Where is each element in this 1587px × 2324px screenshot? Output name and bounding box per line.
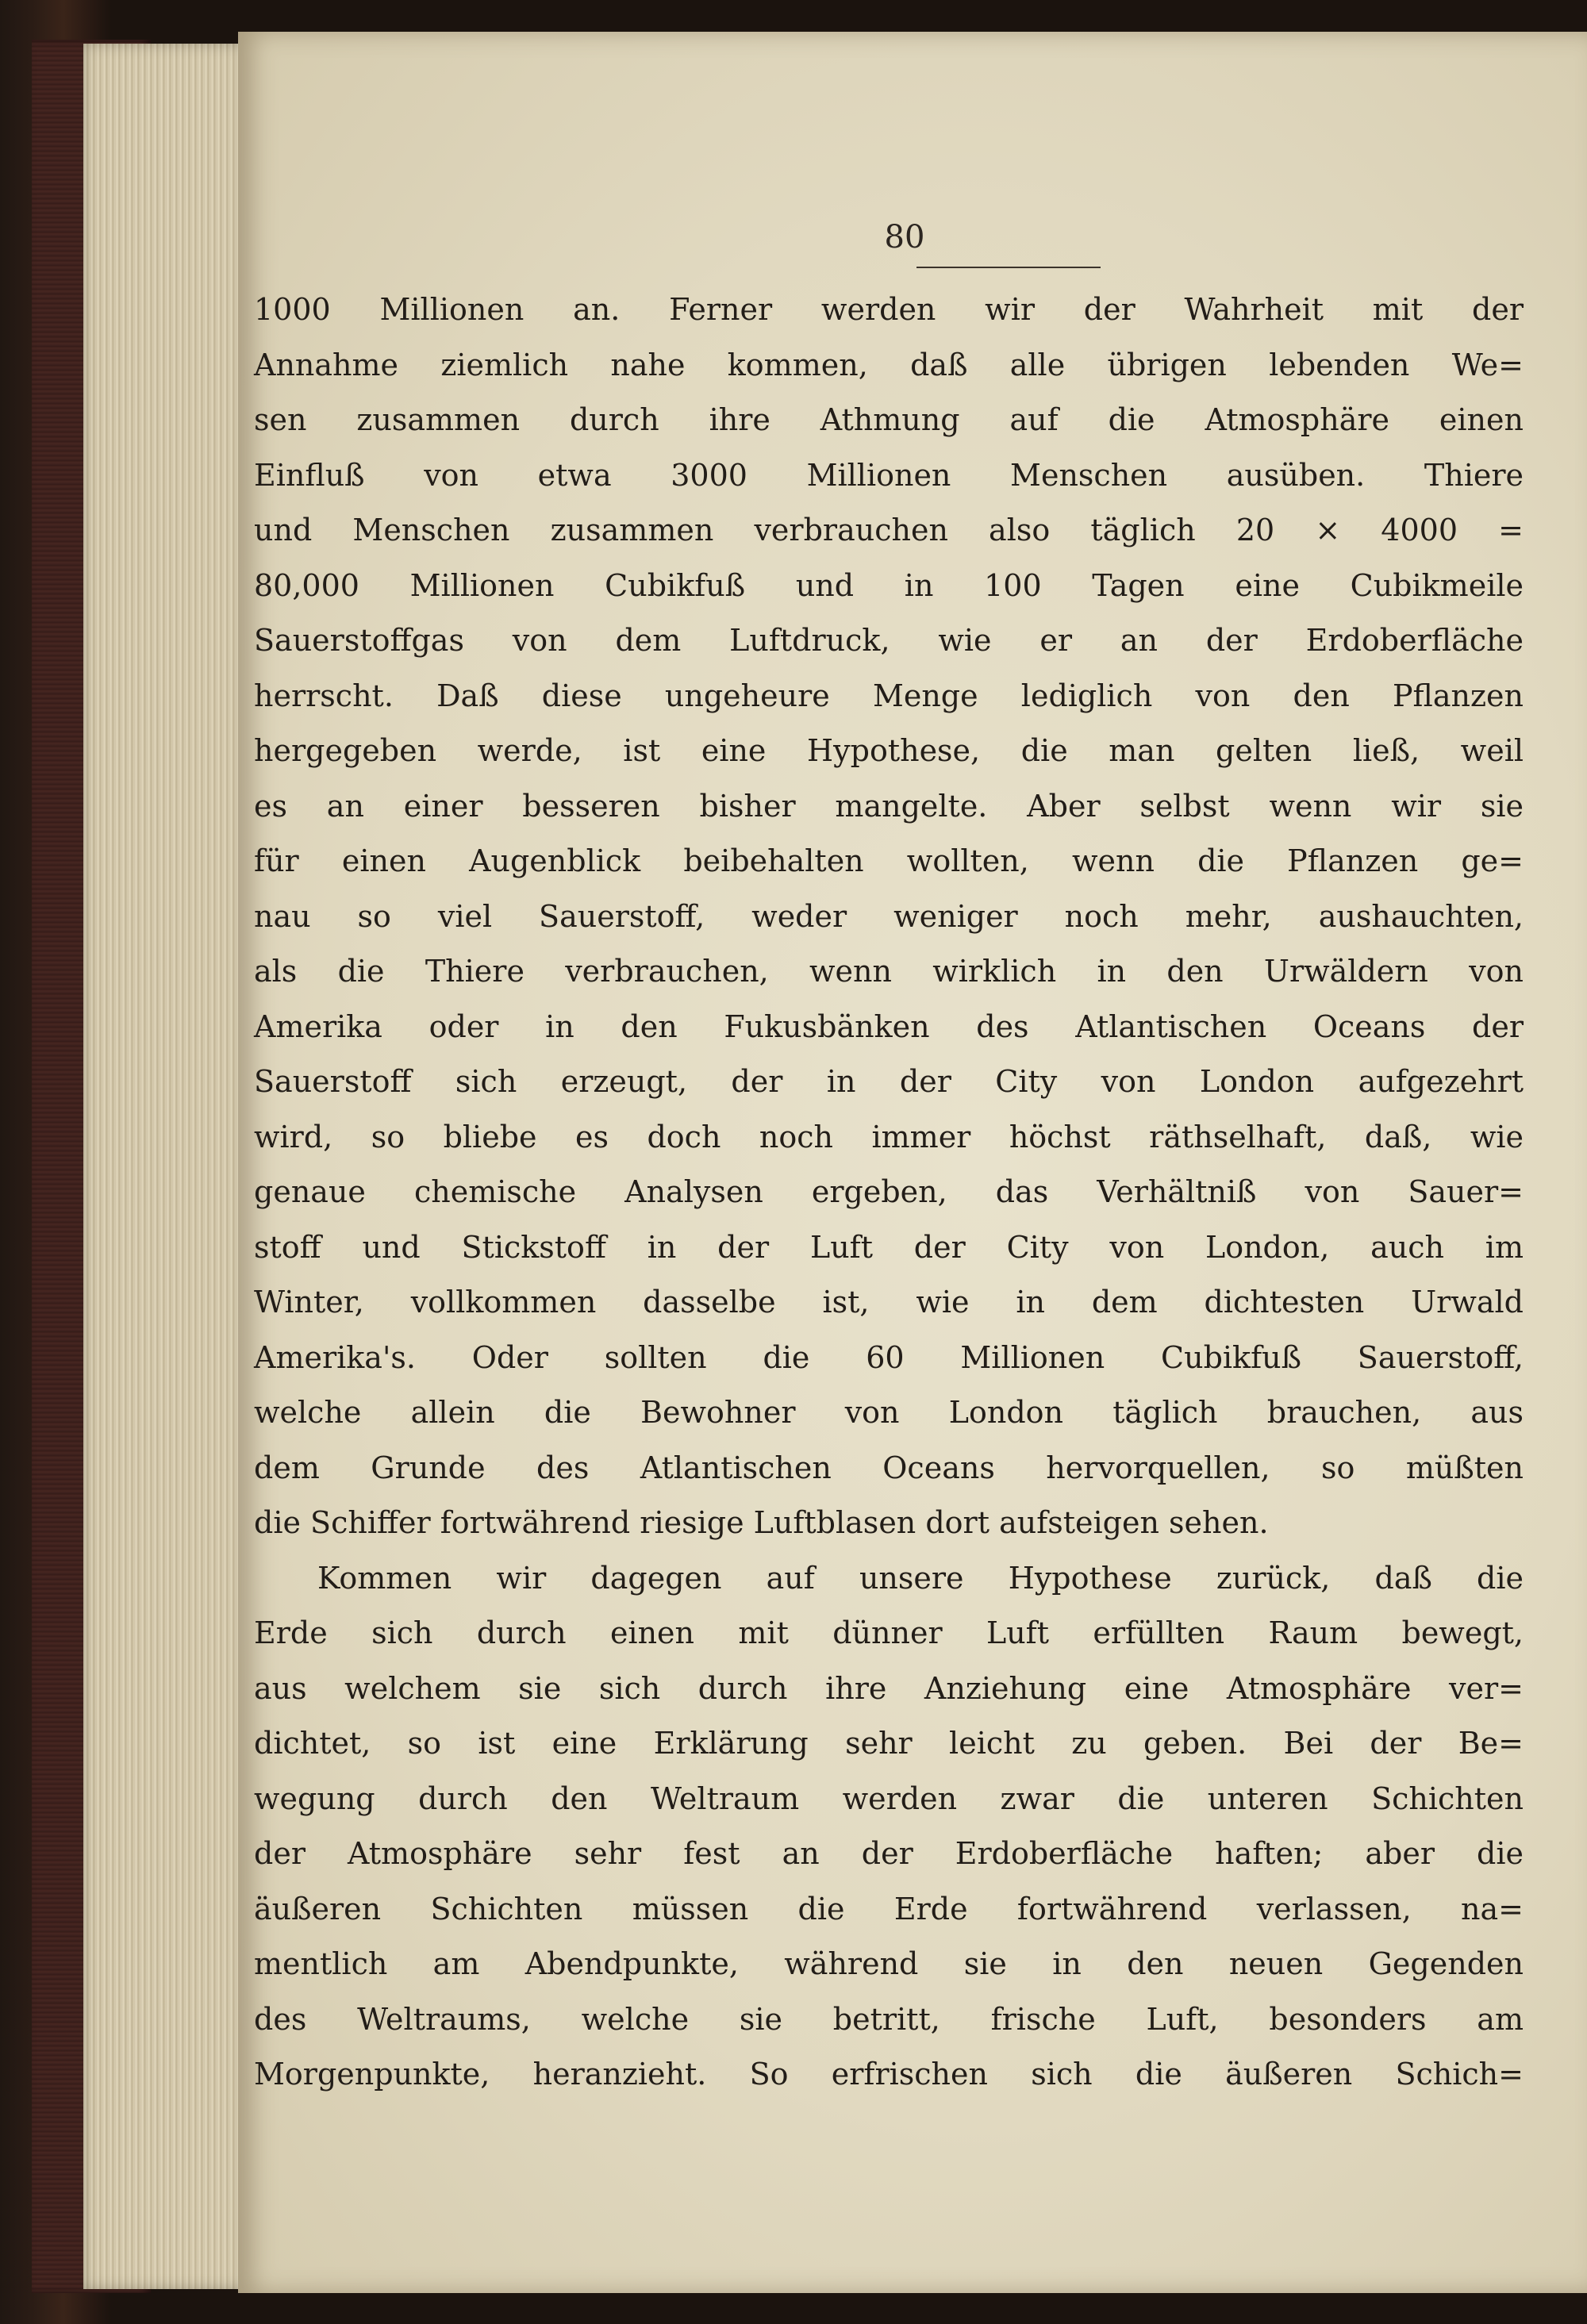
text-line: dem Grunde des Atlantischen Oceans hervorquellen, so müßten	[254, 1450, 1524, 1485]
text-line: Morgenpunkte, heranzieht. So erfrischen sich die äußeren Schich=	[254, 2057, 1524, 2092]
text-line: Annahme ziemlich nahe kommen, daß alle übrigen lebenden We=	[254, 348, 1524, 382]
page-edges	[83, 44, 246, 2289]
text-line: hergegeben werde, ist eine Hypothese, die man gelten ließ, weil	[254, 733, 1524, 768]
text-line: Kommen wir dagegen auf unsere Hypothese zurück, daß die	[317, 1561, 1524, 1596]
text-line: Winter, vollkommen dasselbe ist, wie in dem dichtesten Urwald	[254, 1285, 1524, 1319]
text-line: 1000 Millionen an. Ferner werden wir der Wahrheit mit der	[254, 292, 1524, 327]
text-line: wird, so bliebe es doch noch immer höchst räthselhaft, daß, wie	[254, 1120, 1524, 1154]
text-line: genaue chemische Analysen ergeben, das Verhältniß von Sauer=	[254, 1174, 1524, 1209]
text-line: dichtet, so ist eine Erklärung sehr leicht zu geben. Bei der Be=	[254, 1726, 1524, 1761]
text-line: Sauerstoffgas von dem Luftdruck, wie er an der Erdoberfläche	[254, 623, 1524, 658]
text-line: und Menschen zusammen verbrauchen also täglich 20 × 4000 =	[254, 513, 1524, 547]
text-line: nau so viel Sauerstoff, weder weniger noch mehr, aushauchten,	[254, 899, 1524, 934]
text-line: stoff und Stickstoff in der Luft der City von London, auch im	[254, 1230, 1524, 1265]
text-line: welche allein die Bewohner von London täglich brauchen, aus	[254, 1395, 1524, 1430]
text-line: Erde sich durch einen mit dünner Luft erfüllten Raum bewegt,	[254, 1615, 1524, 1650]
text-line: Amerika oder in den Fukusbänken des Atlantischen Oceans der	[254, 1009, 1524, 1044]
text-line: Einfluß von etwa 3000 Millionen Menschen ausüben. Thiere	[254, 458, 1524, 493]
text-line: für einen Augenblick beibehalten wollten, wenn die Pflanzen ge=	[254, 843, 1524, 878]
text-line: als die Thiere verbrauchen, wenn wirklich in den Urwäldern von	[254, 954, 1524, 989]
text-line: der Atmosphäre sehr fest an der Erdoberfläche haften; aber die	[254, 1836, 1524, 1871]
text-line: aus welchem sie sich durch ihre Anziehung eine Atmosphäre ver=	[254, 1671, 1524, 1706]
text-line: wegung durch den Weltraum werden zwar die unteren Schichten	[254, 1781, 1524, 1816]
text-line: es an einer besseren bisher mangelte. Aber selbst wenn wir sie	[254, 789, 1524, 824]
text-line: herrscht. Daß diese ungeheure Menge lediglich von den Pflanzen	[254, 678, 1524, 713]
text-line: mentlich am Abendpunkte, während sie in den neuen Gegenden	[254, 1946, 1524, 1981]
text-line: äußeren Schichten müssen die Erde fortwährend verlassen, na=	[254, 1892, 1524, 1926]
page-number: 80	[884, 219, 925, 255]
text-line: die Schiffer fortwährend riesige Luftblasen dort aufsteigen sehen.	[254, 1505, 1269, 1540]
page-header	[238, 219, 1587, 255]
text-line: 80,000 Millionen Cubikfuß und in 100 Tagen eine Cubikmeile	[254, 568, 1524, 603]
text-line: Sauerstoff sich erzeugt, der in der City von London aufgezehrt	[254, 1064, 1524, 1099]
text-line: sen zusammen durch ihre Athmung auf die Atmosphäre einen	[254, 402, 1524, 437]
header-rule	[916, 267, 1101, 268]
text-line: Amerika's. Oder sollten die 60 Millionen Cubikfuß Sauerstoff,	[254, 1340, 1524, 1375]
text-line: des Weltraums, welche sie betritt, frische Luft, besonders am	[254, 2002, 1524, 2037]
